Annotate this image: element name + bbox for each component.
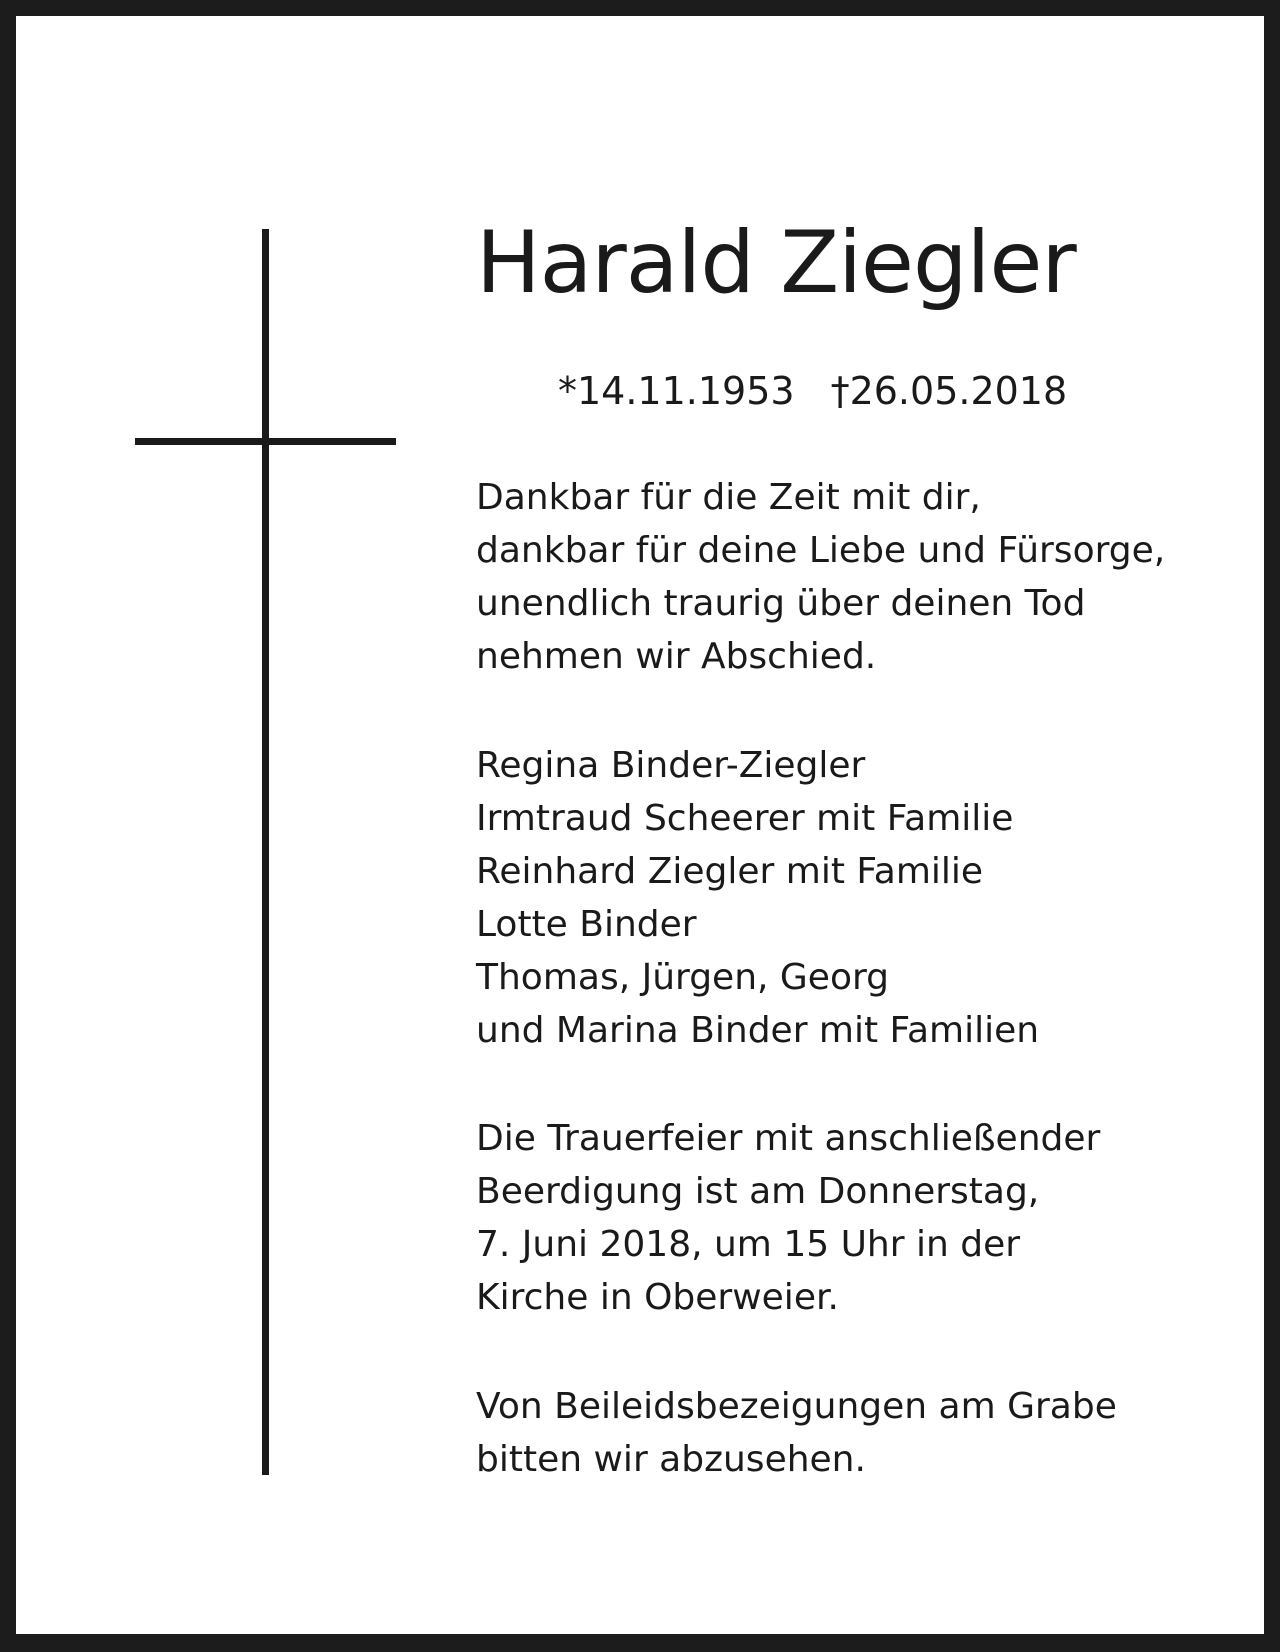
funeral-line: 7. Juni 2018, um 15 Uhr in der [476, 1224, 1021, 1265]
funeral-details [476, 1112, 1100, 1324]
gratitude-line: dankbar für deine Liebe und Fürsorge, [476, 530, 1166, 571]
birth-date: *14.11.1953 [558, 369, 795, 413]
cross-icon-horizontal-bar [135, 438, 396, 445]
gratitude-line: Dankbar für die Zeit mit dir, [476, 477, 981, 518]
mourner-entry: Reinhard Ziegler mit Familie [476, 851, 984, 892]
condolence-note [476, 1380, 1117, 1486]
funeral-line: Kirche in Oberweier. [476, 1277, 839, 1318]
death-date: †26.05.2018 [830, 369, 1068, 413]
life-dates [558, 366, 1067, 416]
gratitude-text [476, 471, 1165, 683]
gratitude-line: nehmen wir Abschied. [476, 636, 877, 677]
mourner-entry: Regina Binder-Ziegler [476, 745, 866, 786]
gratitude-line: unendlich traurig über deinen Tod [476, 583, 1086, 624]
mourner-entry: Thomas, Jürgen, Georg [476, 957, 889, 998]
deceased-name: Harald Ziegler [476, 213, 1076, 313]
cross-icon-vertical-bar [262, 229, 269, 1475]
mourner-entry: Irmtraud Scheerer mit Familie [476, 798, 1014, 839]
condolence-line: Von Beileidsbezeigungen am Grabe [476, 1386, 1117, 1427]
funeral-line: Beerdigung ist am Donnerstag, [476, 1171, 1040, 1212]
mourner-entry: Lotte Binder [476, 904, 697, 945]
funeral-line: Die Trauerfeier mit anschließender [476, 1118, 1101, 1159]
mourners-list [476, 739, 1039, 1057]
mourner-entry: und Marina Binder mit Familien [476, 1010, 1040, 1051]
condolence-line: bitten wir abzusehen. [476, 1439, 866, 1480]
